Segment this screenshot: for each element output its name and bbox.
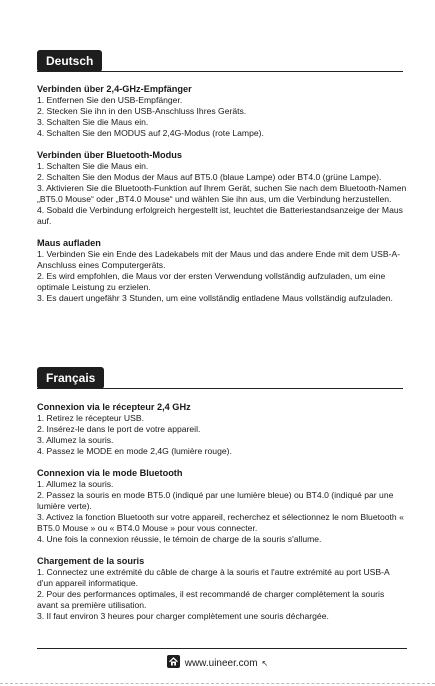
instruction-step: 3. Es dauert ungefähr 3 Stunden, um eine vollständig entladene Maus vollständig aufzuladen. (37, 293, 393, 303)
instruction-step: 1. Retirez le récepteur USB. (37, 413, 144, 423)
block-heading: Connexion via le mode Bluetooth (37, 468, 183, 478)
section-header-deutsch (37, 50, 403, 72)
website-link[interactable]: www.uineer.com (184, 658, 258, 669)
instruction-block (37, 401, 407, 457)
instruction-step: 3. Schalten Sie die Maus ein. (37, 117, 149, 127)
instruction-step: 3. Il faut environ 3 heures pour charger complètement une souris déchargée. (37, 611, 329, 621)
instruction-step: 1. Verbinden Sie ein Ende des Ladekabels mit der Maus und das andere Ende mit dem USB-A-Anschluss eines Computergeräts. (37, 249, 401, 270)
instruction-block (37, 555, 407, 622)
instruction-block (37, 149, 407, 227)
instruction-step: 2. Pour des performances optimales, il est recommandé de charger complètement la souris avant sa première utilisation. (37, 589, 385, 610)
section-divider (37, 71, 403, 72)
block-heading: Connexion via le récepteur 2,4 GHz (37, 402, 191, 412)
block-heading: Maus aufladen (37, 238, 101, 248)
section-content-deutsch (37, 83, 407, 314)
instruction-step: 4. Sobald die Verbindung erfolgreich hergestellt ist, leuchtet die Batteriestandsanzeige der Maus auf. (37, 205, 403, 226)
home-icon (167, 658, 185, 669)
section-divider (37, 388, 403, 389)
instruction-step: 1. Entfernen Sie den USB-Empfänger. (37, 95, 183, 105)
instruction-step: 1. Allumez la souris. (37, 479, 114, 489)
instruction-step: 4. Schalten Sie den MODUS auf 2,4G-Modus (rote Lampe). (37, 128, 264, 138)
instruction-step: 2. Passez la souris en mode BT5.0 (indiqué par une lumière bleue) ou BT4.0 (indiqué par une lumière verte). (37, 490, 394, 511)
cursor-icon: ↖ (261, 659, 269, 668)
instruction-step: 4. Une fois la connexion réussie, le témoin de charge de la souris s'allume. (37, 534, 322, 544)
instruction-step: 3. Aktivieren Sie die Bluetooth-Funktion auf Ihrem Gerät, suchen Sie nach dem Bluetooth-Namen „BT5.0 Mouse“ oder „BT4.0 Mouse“ und wählen Sie ihn aus, um die Verbindung herzustellen. (37, 183, 407, 204)
footer-divider (37, 648, 407, 649)
block-heading: Verbinden über Bluetooth-Modus (37, 150, 182, 160)
language-badge-deutsch: Deutsch (37, 50, 102, 72)
section-header-francais (37, 367, 403, 389)
instruction-step: 2. Stecken Sie ihn in den USB-Anschluss Ihres Geräts. (37, 106, 247, 116)
footer (0, 655, 435, 671)
instruction-step: 1. Schalten Sie die Maus ein. (37, 161, 149, 171)
page-edge-divider (0, 683, 435, 684)
instruction-step: 3. Activez la fonction Bluetooth sur votre appareil, recherchez et sélectionnez le nom Bluetooth « BT5.0 Mouse » ou « BT4.0 Mouse » pour vous connecter. (37, 512, 404, 533)
instruction-step: 4. Passez le MODE en mode 2,4G (lumière rouge). (37, 446, 232, 456)
instruction-step: 2. Es wird empfohlen, die Maus vor der ersten Verwendung vollständig aufzuladen, um eine optimale Leistung zu erzielen. (37, 271, 386, 292)
instruction-step: 1. Connectez une extrémité du câble de charge à la souris et l'autre extrémité au port USB-A d'un appareil informatique. (37, 567, 390, 588)
block-heading: Verbinden über 2,4-GHz-Empfänger (37, 84, 192, 94)
instruction-block (37, 467, 407, 545)
section-content-francais (37, 401, 407, 632)
instruction-block (37, 83, 407, 139)
instruction-step: 3. Allumez la souris. (37, 435, 114, 445)
instruction-block (37, 237, 407, 304)
instruction-step: 2. Insérez-le dans le port de votre appareil. (37, 424, 201, 434)
instruction-step: 2. Schalten Sie den Modus der Maus auf BT5.0 (blaue Lampe) oder BT4.0 (grüne Lampe). (37, 172, 382, 182)
language-badge-francais: Français (37, 367, 104, 389)
block-heading: Chargement de la souris (37, 556, 145, 566)
